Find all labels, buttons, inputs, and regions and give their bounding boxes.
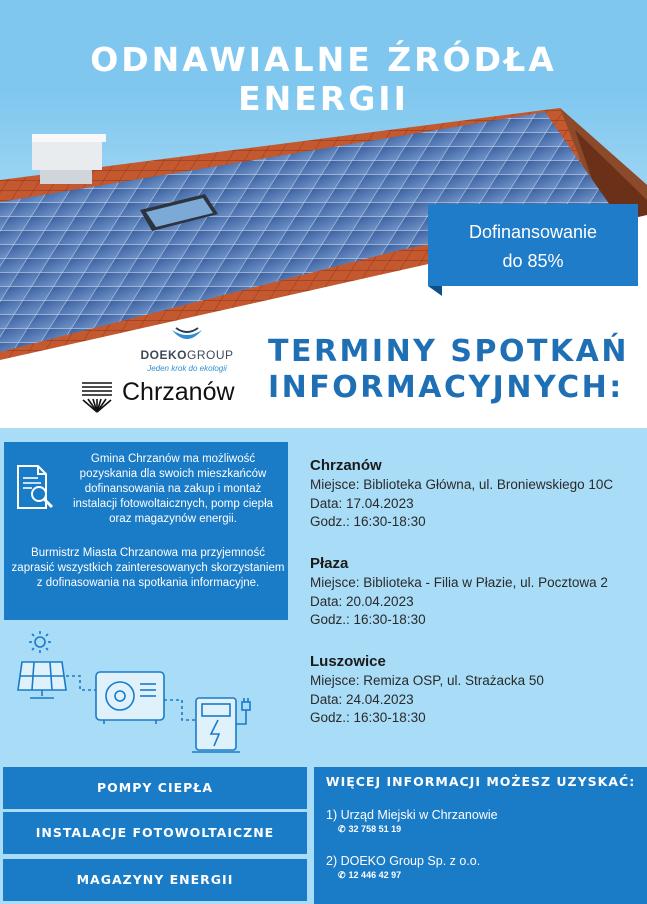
document-search-icon [14, 464, 56, 512]
phone-icon: ✆ [338, 824, 346, 834]
meetings-title-line2: INFORMACYJNYCH: [268, 370, 624, 405]
session-time: Godz.: 16:30-18:30 [310, 612, 426, 627]
header-title: ODNAWIALNE ŹRÓDŁA ENERGII [90, 40, 557, 118]
session-place: Miejsce: Biblioteka Główna, ul. Broniewskiego 10C [310, 477, 614, 492]
session-name: Płaza [310, 555, 349, 572]
heat-pumps-button[interactable]: POMPY CIEPŁA [3, 767, 307, 809]
doeko-name: DOEKOGROUP [140, 348, 234, 362]
doeko-slogan: Jeden krok do ekologii [147, 364, 227, 373]
session-name: Luszowice [310, 653, 386, 670]
session-place: Miejsce: Biblioteka - Filia w Płazie, ul. Pocztowa 2 [310, 575, 608, 590]
contact-phone[interactable]: 32 758 51 19 [348, 824, 402, 834]
subsidy-fold [428, 286, 442, 296]
subsidy-line1: Dofinansowanie [468, 222, 598, 242]
header-band [0, 0, 647, 118]
info-paragraph-2: Burmistrz Miasta Chrzanowa ma przyjemność zaprasić wszystkich zainteresowanych skorzystaniem z dofinasowania na spotkania informacyjne. [11, 547, 285, 589]
session-place: Miejsce: Remiza OSP, ul. Strażacka 50 [310, 673, 544, 688]
phone-icon: ✆ [338, 870, 346, 880]
solar-panel-icon [18, 662, 66, 698]
more-info-box [314, 767, 647, 904]
session-time: Godz.: 16:30-18:30 [310, 514, 426, 529]
energy-storage-icon [192, 698, 250, 752]
contact-name: 2) DOEKO Group Sp. z o.o. [326, 854, 481, 868]
chrzanow-logo [80, 378, 250, 418]
more-info-title: WIĘCEJ INFORMACJI MOŻESZ UZYSKAĆ: [325, 774, 636, 789]
sessions-list [310, 456, 645, 750]
meetings-title [268, 334, 640, 406]
session-plaza [310, 554, 645, 652]
doeko-wave-icon [170, 326, 204, 346]
contact-name: 1) Urząd Miejski w Chrzanowie [326, 808, 498, 822]
info-paragraph-1: Gmina Chrzanów ma możliwość pozyskania dla swoich mieszkańców dofinansowania na zakup i montaż instalacji fotowoltaicznych, pomp ciepła oraz magazynów energii. [72, 453, 274, 525]
contact-item [326, 808, 498, 836]
session-luszowice [310, 652, 645, 750]
meetings-title-line1: TERMINY SPOTKAŃ [268, 334, 629, 369]
contact-phone[interactable]: 12 446 42 97 [348, 870, 402, 880]
session-time: Godz.: 16:30-18:30 [310, 710, 426, 725]
pv-installations-button[interactable]: INSTALACJE FOTOWOLTAICZNE [3, 812, 307, 854]
session-date: Data: 17.04.2023 [310, 495, 414, 511]
session-name: Chrzanów [310, 457, 382, 474]
subsidy-line2: do 85% [502, 251, 564, 271]
session-date: Data: 20.04.2023 [310, 593, 414, 609]
session-chrzanow [310, 456, 645, 554]
chrzanow-name: Chrzanów [122, 378, 235, 406]
energy-storage-button[interactable]: MAGAZYNY ENERGII [3, 859, 307, 901]
doeko-logo [132, 326, 242, 376]
subsidy-banner [428, 204, 638, 286]
sun-icon [35, 637, 45, 647]
info-box [4, 442, 288, 620]
contact-item [326, 854, 480, 882]
heat-pump-icon [96, 672, 164, 724]
session-date: Data: 24.04.2023 [310, 691, 414, 707]
chrzanow-emblem-icon [80, 380, 114, 414]
energy-devices-illustration [0, 628, 300, 758]
